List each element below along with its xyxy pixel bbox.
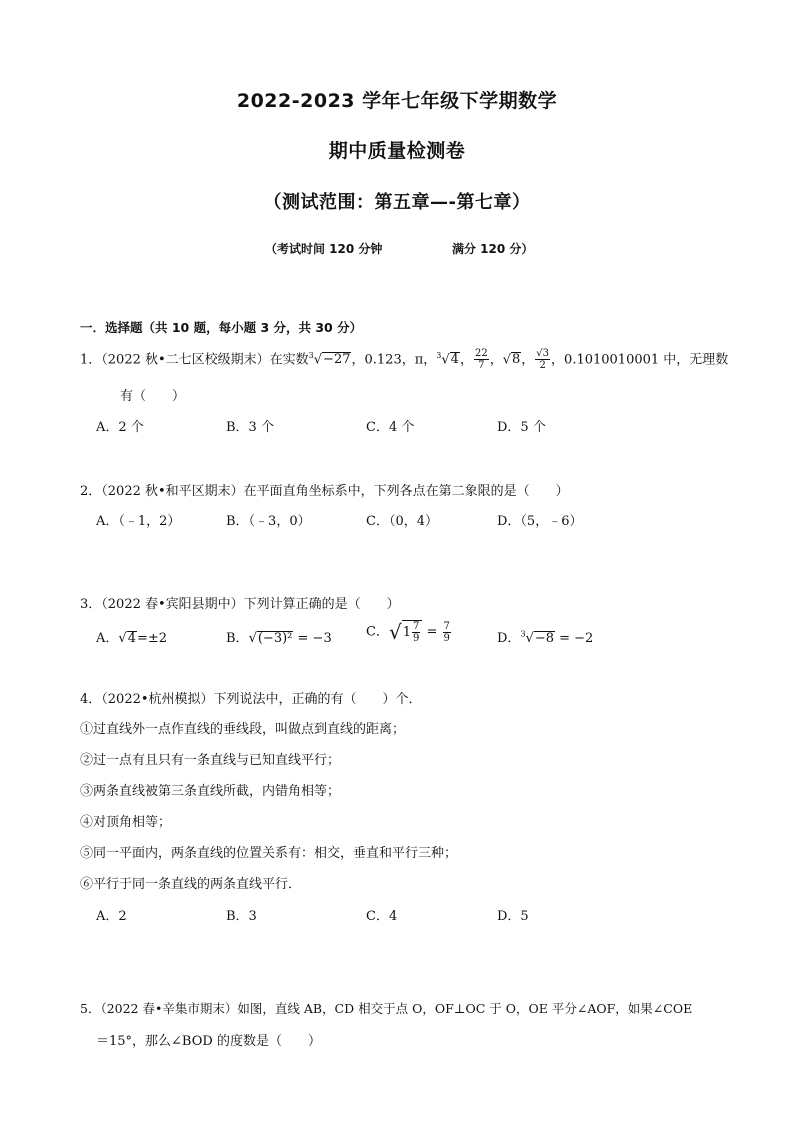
q1-sqrt3-value: 3 bbox=[542, 348, 550, 360]
q1-cbrt4-index: 3 bbox=[436, 351, 442, 360]
q1-cbrt-index: 3 bbox=[308, 351, 314, 360]
radical-icon: √ bbox=[118, 631, 127, 646]
q3-option-b-rhs: = −3 bbox=[297, 631, 332, 646]
q2-option-c[interactable]: C．（0，4） bbox=[366, 514, 438, 529]
q3-option-c[interactable]: C．√1 $\frac{7}{9}$ = $\frac{7}{9}$ bbox=[366, 620, 450, 644]
q3-option-c-frac bbox=[412, 621, 420, 644]
question-4-stem: 4．（2022•杭州模拟）下列说法中，正确的有（ ）个． bbox=[80, 692, 422, 707]
exam-score: 满分 120 分） bbox=[452, 242, 534, 256]
q4-statement-6: ⑥平行于同一条直线的两条直线平行． bbox=[80, 877, 302, 892]
q1-frac-sqrt3-2 bbox=[535, 348, 550, 371]
q1-sqrt8: 8 bbox=[512, 352, 521, 368]
q2-option-b[interactable]: B．（﹣3，0） bbox=[226, 514, 311, 529]
q3-option-a[interactable] bbox=[96, 627, 167, 646]
q4-statement-1: ①过直线外一点作直线的垂线段，叫做点到直线的距离； bbox=[80, 722, 406, 737]
q4-option-d[interactable]: D．5 bbox=[497, 909, 529, 924]
q2-option-d[interactable]: D．（5，﹣6） bbox=[497, 514, 583, 529]
q1-line2: 有（ ） bbox=[120, 389, 186, 404]
q3-option-c-rhs bbox=[443, 621, 451, 644]
question-5-stem-line2: ＝15°，那么∠BOD 的度数是（ ） bbox=[96, 1034, 321, 1049]
q1-tail: ，0.1010010001 中，无理数 bbox=[551, 352, 729, 368]
exam-scope: （测试范围：第五章—-第七章） bbox=[263, 192, 531, 213]
radical-icon: √ bbox=[525, 631, 534, 646]
q3-option-d[interactable] bbox=[497, 627, 593, 646]
q4-statement-5: ⑤同一平面内，两条直线的位置关系有：相交，垂直和平行三种； bbox=[80, 846, 458, 861]
q4-option-b[interactable]: B．3 bbox=[226, 909, 257, 924]
q1-frac-num: 22 bbox=[474, 348, 488, 360]
exam-subtitle: 期中质量检测卷 bbox=[328, 140, 466, 162]
q3-option-b-label: B． bbox=[226, 631, 249, 646]
q3-option-c-rhs-num: 7 bbox=[443, 620, 450, 632]
q1-sep: ， bbox=[351, 352, 365, 368]
q4-option-c[interactable]: C．4 bbox=[366, 909, 398, 924]
q1-option-c[interactable]: C．4 个 bbox=[366, 420, 415, 435]
q4-statement-3: ③两条直线被第三条直线所截，内错角相等； bbox=[80, 784, 341, 799]
question-2-stem: 2．（2022 秋•和平区期末）在平面直角坐标系中，下列各点在第二象限的是（ ） bbox=[80, 484, 569, 499]
q1-cbrt4: 4 bbox=[450, 352, 459, 368]
radical-icon: √ bbox=[441, 352, 450, 368]
q3-option-c-rhs-den: 9 bbox=[443, 632, 450, 644]
q3-option-a-radicand: 4 bbox=[127, 631, 136, 646]
section-heading: 一．选择题（共 10 题，每小题 3 分，共 30 分） bbox=[80, 320, 363, 335]
q3-option-d-index: 3 bbox=[520, 629, 526, 639]
radical-icon: √ bbox=[313, 352, 323, 368]
q1-frac-sqrt3-num: √3 bbox=[536, 348, 550, 360]
q1-option-d[interactable]: D．5 个 bbox=[497, 420, 546, 435]
q1-frac-22-7 bbox=[474, 348, 489, 371]
q1-repeating-decimal: 0.123 bbox=[364, 352, 402, 368]
q1-option-b[interactable]: B．3 个 bbox=[226, 420, 274, 435]
radical-icon: √ bbox=[502, 352, 511, 368]
question-1-stem: 1．（2022 秋•二七区校级期末）在实数$^3$√−27，0.123，π，$^3$√4， $\frac{22}{7}$ ，√8， $\frac{√3}{2}$ ，0.1010010001 中，无理数 bbox=[80, 348, 729, 372]
q1-pi: ，π， bbox=[401, 352, 437, 368]
q3-option-b[interactable] bbox=[226, 627, 332, 646]
q4-statement-4: ④对顶角相等； bbox=[80, 815, 172, 830]
q3-option-a-label: A． bbox=[96, 631, 119, 646]
q1-option-a[interactable]: A．2 个 bbox=[96, 420, 144, 435]
q1-frac-sqrt3-den: 2 bbox=[539, 360, 546, 372]
q3-option-b-radicand: (−3)² bbox=[257, 631, 293, 646]
q3-option-c-num: 7 bbox=[412, 621, 420, 632]
q3-option-d-rhs: = −2 bbox=[559, 631, 594, 646]
radical-icon: √ bbox=[388, 620, 402, 644]
exam-time: （考试时间 120 分钟 bbox=[265, 242, 383, 256]
q3-option-d-label: D． bbox=[497, 631, 521, 646]
q3-option-c-den: 9 bbox=[412, 633, 420, 644]
q3-option-c-label: C． bbox=[366, 624, 389, 640]
q2-option-a[interactable]: A．（﹣1，2） bbox=[96, 514, 181, 529]
q4-statement-2: ②过一点有且只有一条直线与已知直线平行； bbox=[80, 753, 341, 768]
q1-frac-den: 7 bbox=[478, 360, 485, 372]
exam-title: 2022-2023 学年七年级下学期数学 bbox=[236, 90, 558, 112]
q3-option-c-radicand bbox=[402, 620, 423, 644]
question-3-stem: 3．（2022 春•宾阳县期中）下列计算正确的是（ ） bbox=[80, 597, 400, 612]
q3-option-d-radicand: −8 bbox=[534, 631, 554, 646]
q4-option-a[interactable]: A．2 bbox=[96, 909, 127, 924]
question-5-stem: 5．（2022 春•辛集市期末）如图，直线 AB，CD 相交于点 O，OF⊥OC 于 O，OE 平分∠AOF，如果∠COE bbox=[80, 1001, 693, 1016]
q3-option-a-rhs: =±2 bbox=[136, 631, 168, 646]
q1-neg27: −27 bbox=[323, 352, 351, 368]
radical-icon: √ bbox=[248, 631, 257, 646]
q3-option-c-int: 1 bbox=[402, 625, 411, 640]
q1-prefix: 1．（2022 秋•二七区校级期末）在实数 bbox=[80, 352, 309, 368]
